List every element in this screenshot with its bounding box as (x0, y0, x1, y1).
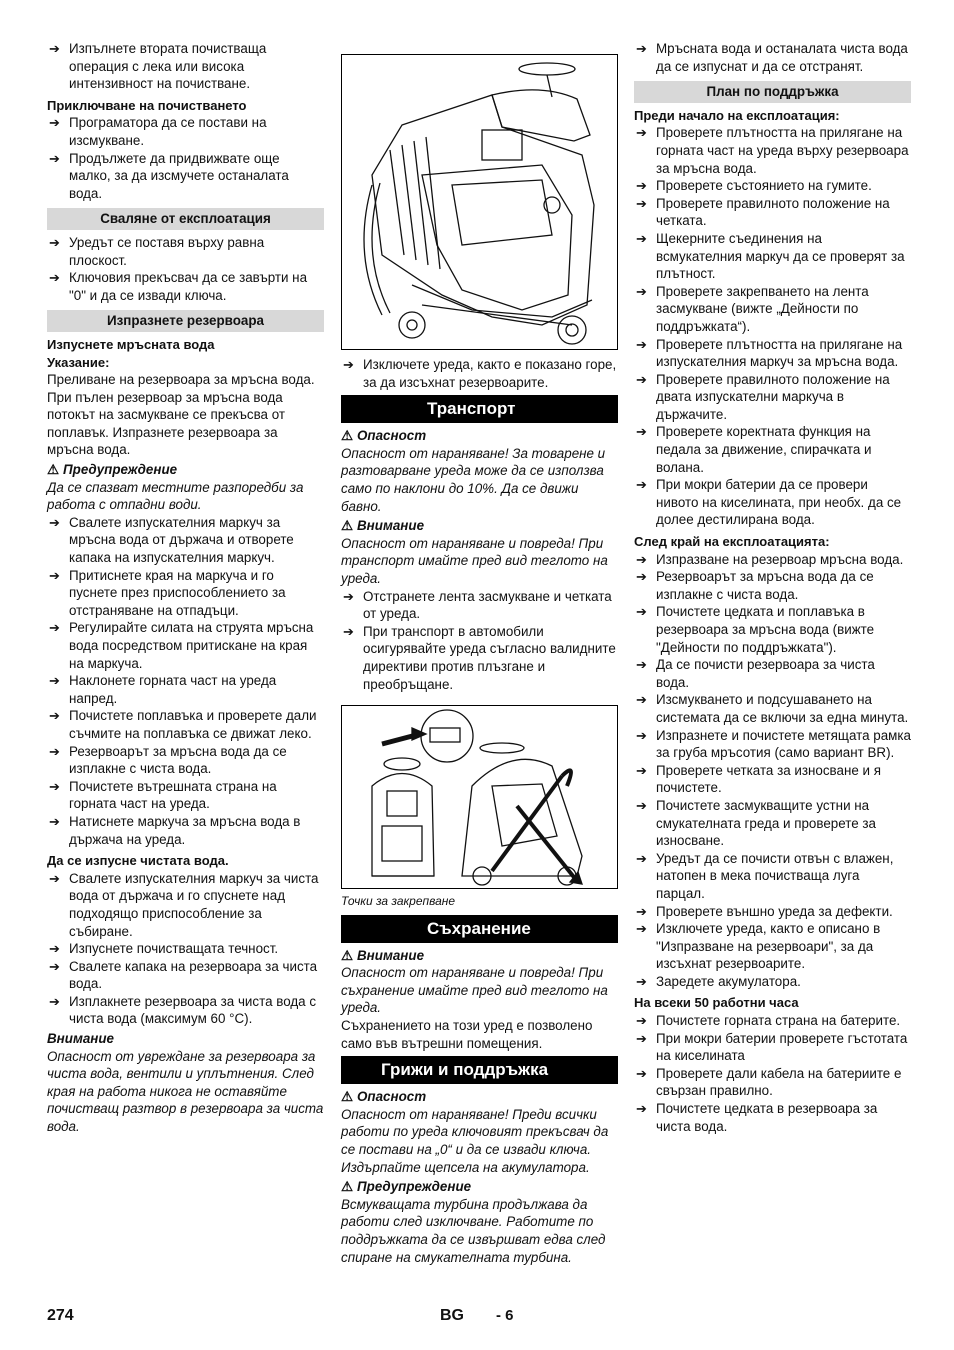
caution-text: Опасност от нараняване и повреда! При транспорт имайте пред вид теглото на уреда. (341, 535, 608, 586)
arrow-icon: ➔ (636, 657, 647, 673)
arrow-icon: ➔ (49, 778, 60, 794)
arrow-icon: ➔ (49, 870, 60, 886)
tie-down-figure (341, 705, 618, 889)
step: ➔ Притиснете края на маркуча и го пуснете през приспособлението за отстраняване на отпадъци. (49, 567, 286, 618)
step: ➔ Свалете изпускателния маркуч за чиста вода от държача и го спуснете над подходящо приспособление за събиране. (49, 870, 319, 939)
warning-text: Да се спазват местните разпоредби за работа с отпадни води. (47, 479, 304, 513)
arrow-icon: ➔ (636, 41, 647, 56)
tie-down-illustration (342, 706, 617, 888)
arrow-icon: ➔ (49, 743, 60, 759)
step: ➔ Почистете цедката в резервоара за чиста вода. (636, 1101, 878, 1134)
arrow-icon: ➔ (636, 1030, 647, 1046)
storage-text: Съхранението на този уред е позволено само във вътрешни помещения. (341, 1018, 593, 1051)
step: ➔ Почистете засмукващите устни на смукателната греда и проверете за износване. (636, 797, 876, 849)
warning-icon: ⚠ (47, 462, 60, 478)
heading-before-start: Преди начало на експлоатация: (634, 107, 840, 123)
step: ➔ Уредът да се почисти отвън с влажен, натопен в мека почистваща луга парцал. (636, 850, 894, 901)
danger-label: ⚠ Опасност (341, 1089, 427, 1105)
arrow-icon: ➔ (49, 270, 60, 286)
figure-caption: Точки за закрепване (341, 894, 456, 909)
heading-care: Грижи и поддръжка (341, 1056, 618, 1084)
warning-icon: ⚠ (341, 947, 354, 963)
step: ➔ Почистете горната страна на батерите. (636, 1013, 901, 1029)
warning-label: ⚠ Предупреждение (341, 1179, 472, 1195)
step: ➔ Свалете изпускателния маркуч за мръсна вода от държача и отворете капака на изпускателния маркуч. (49, 514, 294, 566)
step: ➔ Проверете състоянието на гумите. (636, 178, 872, 194)
step: ➔ Да се почисти резервоара за чиста вода. (636, 657, 875, 690)
section-maintenance-plan: План по поддръжка (634, 81, 911, 103)
arrow-icon: ➔ (49, 115, 60, 131)
heading-note: Указание: (47, 354, 110, 370)
heading-transport: Транспорт (341, 395, 618, 423)
column-1 (47, 40, 324, 1136)
arrow-icon: ➔ (636, 195, 647, 211)
step: ➔ Изключете уреда, както е описано в "Изпразване на резервоари", за да изсъхнат резервоарите. (636, 921, 881, 972)
column-2 (341, 54, 618, 1266)
arrow-icon: ➔ (343, 588, 354, 604)
arrow-icon: ➔ (636, 371, 647, 387)
machine-figure (341, 54, 618, 350)
step: ➔ Изпразнете и почистете метящата рамка за груба мръсотия (само вариант BR). (636, 727, 911, 761)
arrow-icon: ➔ (636, 125, 647, 141)
warning-icon: ⚠ (341, 1179, 354, 1195)
step: ➔ Отстранете лента засмукване и четката от уреда. (343, 588, 612, 622)
arrow-icon: ➔ (49, 993, 60, 1009)
arrow-icon: ➔ (636, 692, 647, 708)
step: ➔ Проверете правилното положение на четката. (636, 195, 890, 229)
step: ➔ Почистете вътрешната страна на горната част на уреда. (49, 778, 277, 812)
column-3 (634, 40, 911, 1135)
note-text: Преливане на резервоара за мръсна вода. При пълен резервоар за мръсна вода потокът на засмукване се прекъсва от поплавък. Изпразнете резервоара за мръсна вода. (47, 372, 315, 458)
heading-storage: Съхранение (341, 915, 618, 943)
heading-clean-water: Да се изпусне чистата вода. (47, 853, 229, 869)
arrow-icon: ➔ (49, 813, 60, 829)
step: ➔ Наклонете горната част на уреда напред. (49, 673, 277, 706)
warning-icon: ⚠ (341, 1089, 354, 1105)
heading-dirty-water: Изпуснете мръсната вода (47, 336, 215, 352)
arrow-icon: ➔ (343, 623, 354, 639)
step: ➔ Изсмукването и подсушаването на системата да се включи за една минута. (636, 692, 909, 725)
arrow-icon: ➔ (49, 941, 60, 957)
step: ➔ Проверете коректната функция на педала за движение, спирачката и волана. (636, 424, 872, 475)
step: ➔ Проверете външно уреда за дефекти. (636, 903, 893, 919)
arrow-icon: ➔ (49, 514, 60, 530)
step: ➔ Изпълнете втората почистваща операция с лека или висока интензивност на почистване. (49, 41, 267, 92)
arrow-icon: ➔ (636, 336, 647, 352)
arrow-icon: ➔ (636, 283, 647, 299)
arrow-icon: ➔ (49, 620, 60, 636)
danger-label: ⚠ Опасност (341, 428, 427, 444)
heading-after-use: След край на експлоатацията: (634, 534, 830, 550)
arrow-icon: ➔ (636, 797, 647, 813)
step: ➔ Резервоарът за мръсна вода да се изплакне с чиста вода. (636, 569, 874, 602)
arrow-icon: ➔ (49, 958, 60, 974)
arrow-icon: ➔ (636, 903, 647, 919)
arrow-icon: ➔ (636, 921, 647, 937)
arrow-icon: ➔ (636, 973, 647, 989)
step: ➔ Проверете дали кабела на батериите е свързан правилно. (636, 1065, 902, 1099)
step: ➔ Изпуснете почистващата течност. (49, 941, 279, 957)
step: ➔ Регулирайте силата на струята мръсна вода посредством притискане на края на маркуча. (49, 620, 314, 671)
arrow-icon: ➔ (49, 708, 60, 724)
section-empty-tank: Изпразнете резервоара (47, 310, 324, 332)
step: ➔ Проверете закрепването на лента засмукване (вижте „Дейности по поддръжката“). (636, 283, 869, 334)
heading-every-50-hours: На всеки 50 работни часа (634, 995, 799, 1011)
sub-page-number: - 6 (496, 1307, 514, 1324)
step: ➔ Свалете капака на резервоара за чиста вода. (49, 958, 318, 992)
step: ➔ Ключовия прекъсвач да се завърти на "0" и да се извади ключа. (49, 270, 308, 303)
step: ➔ Заредете акумулатора. (636, 973, 801, 989)
caution-text: Опасност от нараняване и повреда! При съхранение имайте пред вид теглото на уреда. (341, 965, 608, 1016)
arrow-icon: ➔ (636, 569, 647, 585)
arrow-icon: ➔ (636, 762, 647, 778)
machine-illustration (342, 55, 617, 349)
step: ➔ При мокри батерии да се провери нивото на киселината, при необх. да се долее дестилирана вода. (636, 477, 902, 528)
step: ➔ Проверете плътността на прилягане на горната част на уреда върху резервоара за мръсна вода. (636, 125, 909, 176)
arrow-icon: ➔ (636, 178, 647, 194)
arrow-icon: ➔ (636, 1065, 647, 1081)
step: ➔ Изпразване на резервоар мръсна вода. (636, 551, 904, 567)
step: ➔ Продължете да придвижвате още малко, за да изсмучете останалата вода. (49, 150, 289, 201)
step: ➔ Натиснете маркуча за мръсна вода в държача на уреда. (49, 813, 301, 847)
arrow-icon: ➔ (636, 604, 647, 620)
step: ➔ Уредът се поставя върху равна плоскост. (49, 234, 265, 268)
arrow-icon: ➔ (343, 357, 354, 372)
arrow-icon: ➔ (636, 727, 647, 743)
step: ➔ Мръсната вода и останалата чиста вода да се изпуснат и да се отстранят. (636, 41, 908, 74)
step: ➔ При мокри батерии проверете гъстотата на киселината (636, 1030, 908, 1064)
warning-text: Всмукващата турбина продължава да работи след изключване. Работите по поддръжката да се извършват едва след спиране на смукателната турбина. (341, 1196, 606, 1265)
arrow-icon: ➔ (636, 1013, 647, 1029)
arrow-icon: ➔ (49, 567, 60, 583)
step: ➔ Проверете правилното положение на двата изпускателни маркуча в държачите. (636, 371, 890, 422)
arrow-icon: ➔ (49, 150, 60, 166)
arrow-icon: ➔ (636, 477, 647, 493)
step: ➔ Щекерните съединения на всмукателния маркуч да се проверят за плътност. (636, 230, 905, 282)
step: ➔ Почистете поплавъка и проверете дали съчмите на поплавъка се движат леко. (49, 708, 317, 741)
caution-label: ⚠ Внимание (341, 518, 425, 534)
warning-icon: ⚠ (341, 518, 354, 534)
step: ➔ Изключете уреда, както е показано горе, за да изсъхнат резервоарите. (343, 357, 617, 390)
arrow-icon: ➔ (636, 424, 647, 440)
arrow-icon: ➔ (49, 234, 60, 250)
arrow-icon: ➔ (636, 230, 647, 246)
caution-label: ⚠ Внимание (341, 947, 425, 963)
arrow-icon: ➔ (49, 673, 60, 689)
step: ➔ При транспорт в автомобили осигурявайте уреда съгласно валидните директиви против плъзгане и преобръщане. (343, 623, 616, 692)
heading-finish: Приключване на почистването (47, 97, 247, 113)
warning-label: ⚠ Предупреждение (47, 462, 178, 478)
arrow-icon: ➔ (636, 850, 647, 866)
step: ➔ Проверете плътността на прилягане на изпускателния маркуч за мръсна вода. (636, 336, 903, 370)
arrow-icon: ➔ (636, 551, 647, 567)
step: ➔ Изплакнете резервоара за чиста вода с чиста вода (максимум 60 °C). (49, 993, 317, 1027)
caution-label: Внимание (47, 1031, 115, 1047)
step: ➔ Проверете четката за износване и я почистете. (636, 762, 881, 796)
step: ➔ Програматора да се постави на изсмукване. (49, 115, 267, 148)
section-decommission: Сваляне от експлоатация (47, 208, 324, 230)
danger-text: Опасност от нараняване! За товарене и разтоварване уреда може да се използва само по наклони до 10%. Да се движи бавно. (341, 445, 606, 514)
caution-text: Опасност от увреждане за резервоара за чиста вода, вентили и уплътнения. След края на работа никога не оставяйте почистващ разтвор в резервоара за чиста вода. (47, 1048, 324, 1135)
arrow-icon: ➔ (636, 1101, 647, 1117)
language-code: BG (440, 1307, 464, 1324)
warning-icon: ⚠ (341, 428, 354, 444)
danger-text: Опасност от нараняване! Преди всички работи по уреда ключовият прекъсвач да се постави на „0“ и да се извади ключа. Издърпайте щепсела на акумулатора. (341, 1106, 609, 1175)
page-number: 274 (47, 1307, 74, 1324)
step: ➔ Почистете цедката и поплавъка в резервоара за мръсна вода (вижте "Дейности по поддръжката"). (636, 604, 875, 655)
arrow-icon: ➔ (49, 41, 60, 56)
step: ➔ Резервоарът за мръсна вода да се изплакне с чиста вода. (49, 743, 287, 777)
